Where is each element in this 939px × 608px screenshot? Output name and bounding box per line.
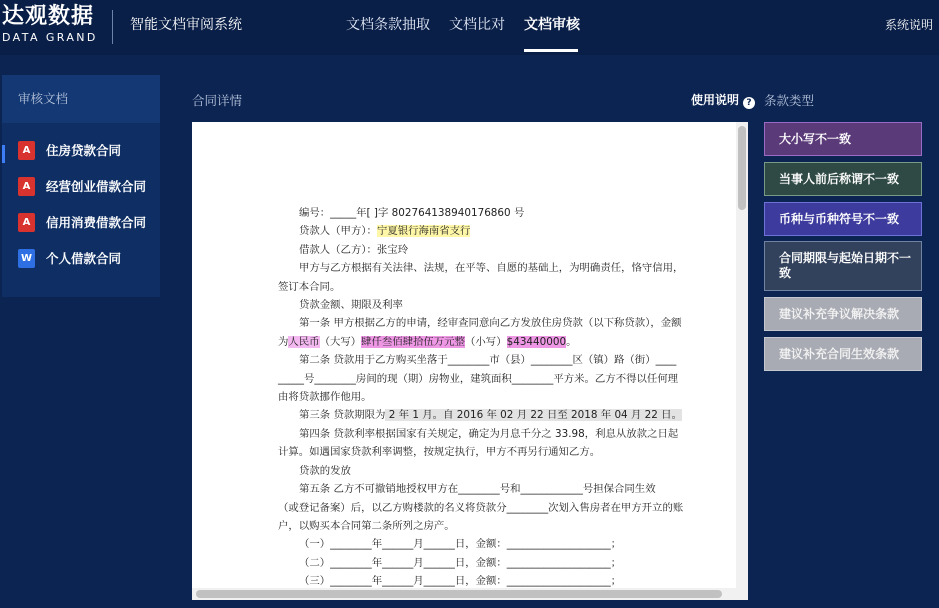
doc-line: （或登记备案）后，以乙方购楼款的名义将贷款分________次划入售房者在甲方开立的账 [278,501,684,514]
doc-line [278,222,662,240]
horizontal-scroll-thumb[interactable] [196,590,722,598]
doc-text: （小写） [465,335,507,348]
doc-item-label: 个人借款合同 [46,251,122,266]
doc-line: 计算。如遇国家贷款利率调整，按规定执行，甲方不再另行通知乙方。 [278,446,601,459]
highlight-loan-term[interactable]: 2 年 1 月。自 2016 年 02 月 22 日至 2018 年 04 月 22 日。 [385,409,682,422]
doc-item-label: 经营创业借款合同 [46,179,147,194]
review-docs-title: 审核文档 [2,75,160,123]
doc-line: 由将贷款挪作他用。 [278,391,372,404]
doc-text: 贷款人（甲方）： [299,225,377,238]
doc-text: 第三条 贷款期限为 [299,409,386,422]
clause-tag-label: 合同期限与起始日期不一致 [779,251,912,280]
clause-tag-currency-symbol-mismatch[interactable] [764,202,922,236]
contract-detail-title: 合同详情 [192,93,243,108]
clause-type-title: 条款类型 [764,93,815,108]
doc-item-housing-loan[interactable] [2,133,160,169]
system-help-link[interactable]: 系统说明 [884,18,933,32]
doc-line: 第二条 贷款用于乙方购买坐落于________市（县）________区（镇）路（街）____ [299,354,677,367]
doc-item-consumer-loan[interactable] [2,205,160,241]
doc-line: （一）________年______月______日，金额：____________________； [299,538,622,551]
doc-line: _____号________房间的现（期）房物业，建筑面积________平方米。乙方不得以任何理 [278,372,679,385]
doc-text: 为 [278,335,289,348]
doc-line: 签订本合同。 [278,280,341,293]
nav-doc-review[interactable]: 文档审核 [524,17,580,33]
review-docs-panel [2,75,160,297]
clause-tag-add-dispute-clause[interactable] [764,297,922,331]
section-heading: 贷款金额、期限及利率 [299,299,403,312]
clause-tag-label: 建议补充合同生效条款 [779,346,900,361]
question-icon: ? [743,97,755,109]
logo-text-cn: 达观数据 [2,4,95,29]
horizontal-scrollbar[interactable] [192,588,748,600]
doc-line: 甲方与乙方根据有关法律、法规，在平等、自愿的基础上，为明确责任，恪守信用， [299,262,684,275]
top-bar [0,0,939,55]
doc-item-business-loan[interactable] [2,169,160,205]
doc-line [278,406,682,424]
logo-text-en: DATA GRAND [2,31,98,44]
word-file-icon: W [18,249,35,268]
pdf-file-icon: A [18,141,35,160]
pdf-file-icon: A [18,213,35,232]
doc-text: （大写） [319,335,362,348]
doc-line: （三）________年______月______日，金额：____________________； [299,575,622,588]
doc-line: 借款人（乙方）：张宝玲 [299,243,409,256]
doc-line: 户，以购买本合同第二条所列之房产。 [278,519,455,532]
doc-line: （二）________年______月______日，金额：____________________； [299,556,622,569]
clause-tag-label: 建议补充争议解决条款 [779,306,900,321]
clause-tag-label: 币种与币种符号不一致 [779,211,900,226]
system-title: 智能文档审阅系统 [130,17,242,33]
usage-help-link[interactable] [691,91,755,109]
logo[interactable] [2,4,98,44]
doc-line [278,333,662,351]
clause-tag-case-mismatch[interactable] [764,122,922,156]
doc-line: 第四条 贷款利率根据国家有关规定，确定为月息千分之 33.98，利息从放款之日起 [299,427,679,440]
nav-clause-extraction[interactable]: 文档条款抽取 [346,17,430,33]
usage-help-label: 使用说明 [691,93,740,107]
highlight-amount-lower[interactable]: $43440000 [506,335,567,348]
vertical-scroll-thumb[interactable] [738,126,746,210]
clause-tag-label: 当事人前后称谓不一致 [779,171,900,186]
section-heading: 贷款的发放 [299,464,351,477]
clause-tag-party-name-mismatch[interactable] [764,162,922,196]
pdf-file-icon: A [18,177,35,196]
doc-item-label: 住房贷款合同 [46,143,122,158]
clause-tag-term-date-mismatch[interactable] [764,241,922,291]
clause-tag-add-effective-clause[interactable] [764,337,922,371]
doc-line: 编号：_____年[ ]字 802764138940176860 号 [299,207,525,219]
highlight-lender[interactable]: 宁夏银行海南省支行 [376,225,471,238]
highlight-currency[interactable]: 人民币 [288,335,320,348]
doc-line: 第五条 乙方不可撤销地授权甲方在________号和____________号担保合同生效 [299,483,656,496]
header-divider [112,10,113,44]
contract-document-viewer[interactable] [192,122,748,600]
doc-item-personal-loan[interactable] [2,241,160,277]
vertical-scrollbar[interactable] [736,122,748,588]
contract-text [278,204,684,591]
active-nav-indicator [524,49,578,52]
clause-tag-label: 大小写不一致 [779,131,852,146]
doc-line: 第一条 甲方根据乙方的申请，经审查同意向乙方发放住房贷款（以下称贷款），金额 [299,317,682,330]
doc-item-label: 信用消费借款合同 [46,215,147,230]
doc-text: 。 [566,335,577,348]
highlight-amount-upper[interactable]: 肆仟叁佰肆拾伍万元整 [361,335,466,348]
nav-doc-compare[interactable]: 文档比对 [449,17,505,33]
